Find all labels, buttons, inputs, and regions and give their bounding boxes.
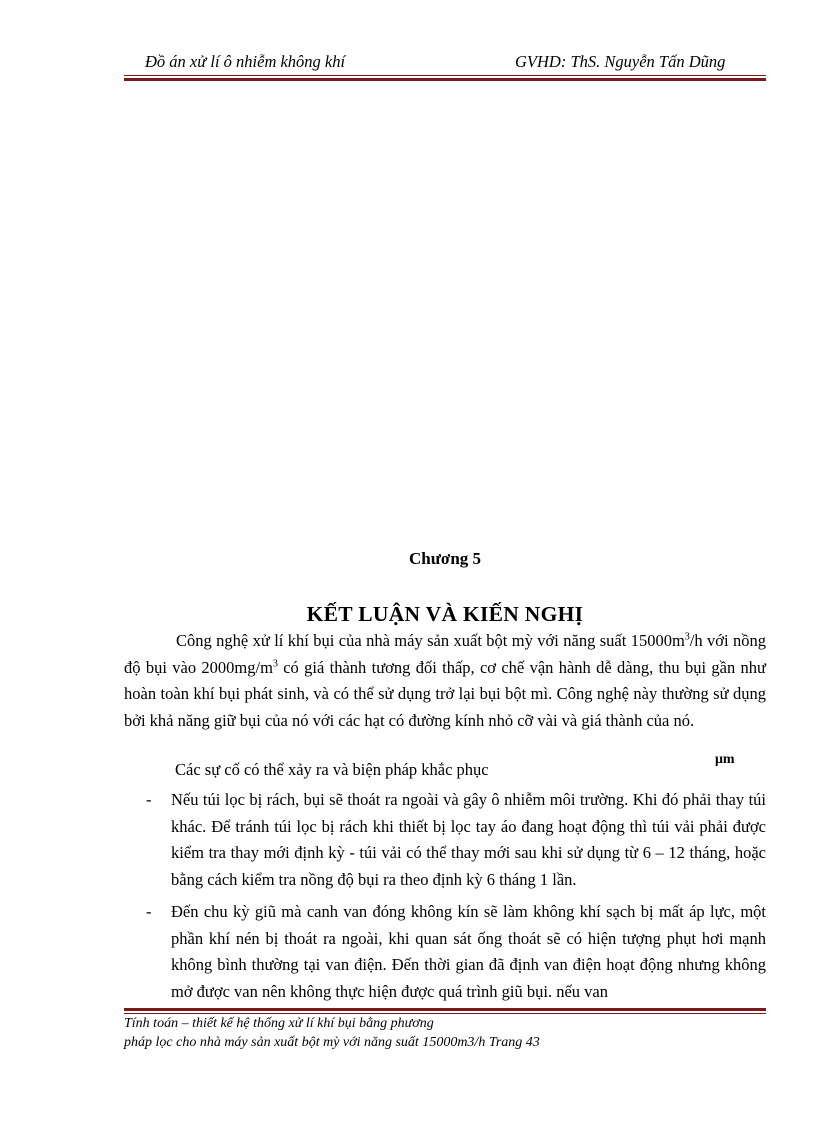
list-item xyxy=(124,787,766,893)
header-left-title: Đồ án xử lí ô nhiễm không khí xyxy=(145,52,346,71)
footer-rule-thick xyxy=(124,1008,766,1011)
chapter-label: Chương 5 xyxy=(408,549,482,568)
micrometer-unit: μm xyxy=(715,752,735,767)
footer-line-1: Tính toán – thiết kế hệ thống xử lí khí bụi bằng phương xyxy=(124,1016,434,1031)
header-rule-thick xyxy=(124,78,766,81)
footer-line-2: pháp lọc cho nhà máy sản xuất bột mỳ với năng suất 15000m3/h Trang 43 xyxy=(124,1035,540,1050)
superscript-3: 3 xyxy=(272,658,278,669)
superscript-3: 3 xyxy=(684,631,690,643)
chapter-title: KẾT LUẬN VÀ KIẾN NGHỊ xyxy=(306,602,584,626)
issues-subheading: Các sự cố có thể xảy ra và biện pháp khắc phục xyxy=(175,760,489,779)
header-rule-thin xyxy=(124,75,766,76)
header-right-advisor: GVHD: ThS. Nguyễn Tấn Dũng xyxy=(515,52,726,71)
list-item xyxy=(124,899,766,1005)
footer-rule-thin xyxy=(124,1013,766,1014)
bullet-dash-icon: - xyxy=(146,790,152,809)
list-item-text: Đến chu kỳ giũ mà canh van đóng không kín sẽ làm không khí sạch bị mất áp lực, một phần khí nén bị thoát ra ngoài, khi quan sát ống thoát sẽ có hiện tượng phụt hơi mạnh không bình thường tại van điện. Đến thời gian đã định van điện hoạt động nhưng không mở được van nên không thực hiện được quá trình giũ bụi. nếu van xyxy=(171,902,766,1001)
intro-text-part2: /h với nồng độ bụi vào 2000mg/m xyxy=(124,631,766,677)
intro-text-part3: có giá thành tương đối thấp, cơ chế vận hành dễ dàng, thu bụi gần như hoàn toàn khí bụi phát sinh, và có thể sử dụng trở lại bụi bột mì. Công nghệ này thường sử dụng bởi khả năng giữ bụi của nó với các hạt có đường kính nhỏ cỡ vài và giá thành của nó. xyxy=(124,657,766,730)
bullet-dash-icon: - xyxy=(146,902,152,921)
intro-text-part1: Công nghệ xử lí khí bụi của nhà máy sản xuất bột mỳ với năng suất 15000m xyxy=(176,631,685,650)
issues-list xyxy=(124,787,766,1005)
list-item-text: Nếu túi lọc bị rách, bụi sẽ thoát ra ngoài và gây ô nhiễm môi trường. Khi đó phải thay túi khác. Để tránh túi lọc bị rách khi thiết bị lọc tay áo đang hoạt động thì túi vải phải được kiểm tra thay mới định kỳ - túi vải có thể thay mới sau khi sử dụng từ 6 – 12 tháng, hoặc bằng cách kiểm tra nồng độ bụi ra theo định kỳ 6 tháng 1 lần. xyxy=(171,790,766,889)
intro-paragraph xyxy=(124,628,766,734)
